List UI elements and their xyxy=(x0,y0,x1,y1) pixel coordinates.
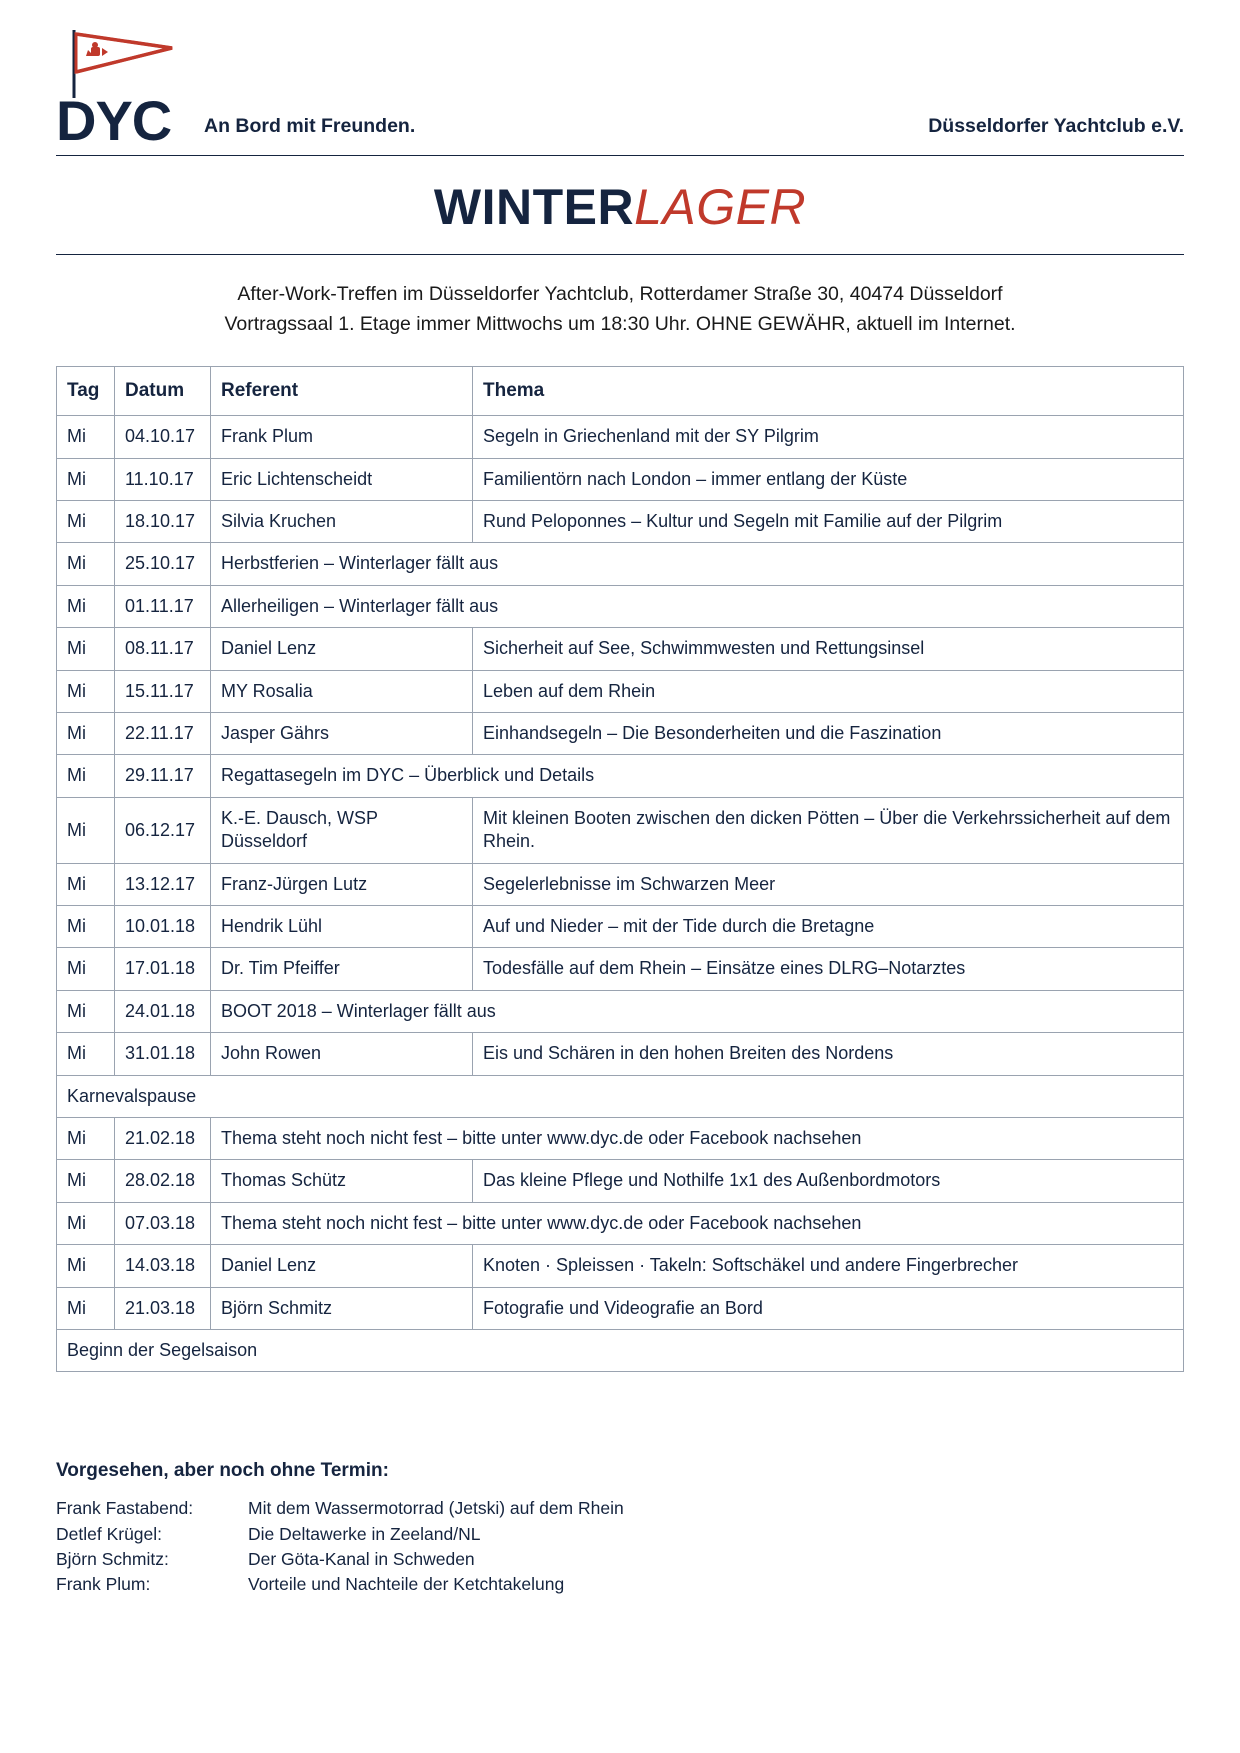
table-row xyxy=(57,543,1184,585)
cell-date: 10.01.18 xyxy=(115,906,211,948)
club-name: Düsseldorfer Yachtclub e.V. xyxy=(928,115,1184,138)
cell-referent: Hendrik Lühl xyxy=(211,906,473,948)
cell-tag: Mi xyxy=(57,628,115,670)
cell-date: 31.01.18 xyxy=(115,1033,211,1075)
cell-referent-thema: Regattasegeln im DYC – Überblick und Details xyxy=(211,755,1184,797)
column-header-thema: Thema xyxy=(473,366,1184,416)
schedule-table xyxy=(56,366,1184,1373)
cell-referent-thema: Thema steht noch nicht fest – bitte unter www.dyc.de oder Facebook nachsehen xyxy=(211,1117,1184,1159)
intro-line-1: After-Work-Treffen im Düsseldorfer Yachtclub, Rotterdamer Straße 30, 40474 Düsseldorf xyxy=(237,283,1003,306)
cell-thema: Einhandsegeln – Die Besonderheiten und die Faszination xyxy=(473,713,1184,755)
cell-tag: Mi xyxy=(57,501,115,543)
planned-entry-name: Frank Fastabend: xyxy=(56,1498,194,1519)
table-row xyxy=(57,670,1184,712)
table-row xyxy=(57,906,1184,948)
planned-entry-desc: Der Göta-Kanal in Schweden xyxy=(248,1549,475,1570)
cell-thema: Das kleine Pflege und Nothilfe 1x1 des Außenbordmotors xyxy=(473,1160,1184,1202)
cell-tag: Mi xyxy=(57,1033,115,1075)
cell-date: 01.11.17 xyxy=(115,585,211,627)
dyc-wordmark: DYC xyxy=(56,89,172,152)
cell-referent: Daniel Lenz xyxy=(211,628,473,670)
table-row xyxy=(57,1160,1184,1202)
cell-thema: Segelerlebnisse im Schwarzen Meer xyxy=(473,863,1184,905)
table-row xyxy=(57,990,1184,1032)
planned-entry xyxy=(56,1572,1184,1597)
planned-entry-desc: Mit dem Wassermotorrad (Jetski) auf dem Rhein xyxy=(248,1498,624,1519)
table-row xyxy=(57,585,1184,627)
cell-date: 17.01.18 xyxy=(115,948,211,990)
cell-date: 21.02.18 xyxy=(115,1117,211,1159)
cell-thema: Rund Peloponnes – Kultur und Segeln mit Familie auf der Pilgrim xyxy=(473,501,1184,543)
cell-tag: Mi xyxy=(57,1160,115,1202)
cell-date: 18.10.17 xyxy=(115,501,211,543)
cell-referent-thema: Allerheiligen – Winterlager fällt aus xyxy=(211,585,1184,627)
table-row xyxy=(57,1245,1184,1287)
header-left-group xyxy=(56,26,416,152)
cell-referent-thema: BOOT 2018 – Winterlager fällt aus xyxy=(211,990,1184,1032)
cell-tag: Mi xyxy=(57,948,115,990)
cell-date: 22.11.17 xyxy=(115,713,211,755)
cell-tag: Mi xyxy=(57,1245,115,1287)
planned-entry-desc: Vorteile und Nachteile der Ketchtakelung xyxy=(248,1574,565,1595)
cell-referent: Thomas Schütz xyxy=(211,1160,473,1202)
table-row xyxy=(57,1117,1184,1159)
cell-date: 25.10.17 xyxy=(115,543,211,585)
table-row xyxy=(57,1287,1184,1329)
planned-list xyxy=(56,1496,1184,1598)
table-row xyxy=(57,628,1184,670)
cell-date: 29.11.17 xyxy=(115,755,211,797)
cell-referent: Jasper Gährs xyxy=(211,713,473,755)
dyc-logo xyxy=(56,26,182,152)
cell-date: 11.10.17 xyxy=(115,458,211,500)
cell-referent: Silvia Kruchen xyxy=(211,501,473,543)
cell-tag: Mi xyxy=(57,1287,115,1329)
cell-tag: Mi xyxy=(57,990,115,1032)
tagline: An Bord mit Freunden. xyxy=(204,115,416,138)
burgee-pennant-icon xyxy=(62,26,182,98)
cell-thema: Segeln in Griechenland mit der SY Pilgrim xyxy=(473,416,1184,458)
cell-tag: Mi xyxy=(57,416,115,458)
cell-thema: Fotografie und Videografie an Bord xyxy=(473,1287,1184,1329)
intro-line-2: Vortragssaal 1. Etage immer Mittwochs um 18:30 Uhr. OHNE GEWÄHR, aktuell im Internet. xyxy=(224,313,1016,336)
cell-tag: Mi xyxy=(57,670,115,712)
title-part-lager: LAGER xyxy=(634,179,807,236)
cell-referent: John Rowen xyxy=(211,1033,473,1075)
cell-thema: Sicherheit auf See, Schwimmwesten und Rettungsinsel xyxy=(473,628,1184,670)
cell-referent: Dr. Tim Pfeiffer xyxy=(211,948,473,990)
cell-date: 15.11.17 xyxy=(115,670,211,712)
cell-referent: Franz-Jürgen Lutz xyxy=(211,863,473,905)
cell-date: 14.03.18 xyxy=(115,1245,211,1287)
cell-date: 24.01.18 xyxy=(115,990,211,1032)
cell-tag: Mi xyxy=(57,906,115,948)
table-row xyxy=(57,1033,1184,1075)
planned-entry xyxy=(56,1496,1184,1521)
cell-referent: Eric Lichtenscheidt xyxy=(211,458,473,500)
cell-date: 08.11.17 xyxy=(115,628,211,670)
planned-entry-name: Detlef Krügel: xyxy=(56,1523,163,1544)
planned-entry xyxy=(56,1522,1184,1547)
table-row xyxy=(57,713,1184,755)
table-row xyxy=(57,797,1184,863)
schedule-body xyxy=(57,416,1184,1372)
cell-referent: Daniel Lenz xyxy=(211,1245,473,1287)
cell-thema: Familientörn nach London – immer entlang der Küste xyxy=(473,458,1184,500)
row-note: Beginn der Segelsaison xyxy=(57,1329,1184,1371)
cell-thema: Auf und Nieder – mit der Tide durch die Bretagne xyxy=(473,906,1184,948)
cell-thema: Eis und Schären in den hohen Breiten des Nordens xyxy=(473,1033,1184,1075)
intro-text xyxy=(56,255,1184,365)
table-header-row xyxy=(57,366,1184,416)
column-header-tag: Tag xyxy=(57,366,115,416)
cell-tag: Mi xyxy=(57,585,115,627)
table-row xyxy=(57,416,1184,458)
column-header-referent: Referent xyxy=(211,366,473,416)
cell-referent: Frank Plum xyxy=(211,416,473,458)
cell-date: 04.10.17 xyxy=(115,416,211,458)
table-row xyxy=(57,1075,1184,1117)
cell-date: 06.12.17 xyxy=(115,797,211,863)
column-header-datum: Datum xyxy=(115,366,211,416)
table-row xyxy=(57,1329,1184,1371)
title-part-winter: WINTER xyxy=(433,179,635,236)
planned-entry-name: Frank Plum: xyxy=(56,1574,151,1595)
cell-referent-thema: Thema steht noch nicht fest – bitte unter www.dyc.de oder Facebook nachsehen xyxy=(211,1202,1184,1244)
table-row xyxy=(57,755,1184,797)
cell-referent: K.-E. Dausch, WSP Düsseldorf xyxy=(211,797,473,863)
cell-tag: Mi xyxy=(57,863,115,905)
page-header xyxy=(56,26,1184,155)
table-row xyxy=(57,1202,1184,1244)
row-note: Karnevalspause xyxy=(57,1075,1184,1117)
cell-tag: Mi xyxy=(57,797,115,863)
cell-tag: Mi xyxy=(57,1202,115,1244)
title-block xyxy=(56,156,1184,254)
table-row xyxy=(57,863,1184,905)
cell-referent: MY Rosalia xyxy=(211,670,473,712)
cell-date: 07.03.18 xyxy=(115,1202,211,1244)
cell-tag: Mi xyxy=(57,755,115,797)
cell-tag: Mi xyxy=(57,543,115,585)
planned-title: Vorgesehen, aber noch ohne Termin: xyxy=(56,1460,389,1482)
planned-entry-desc: Die Deltawerke in Zeeland/NL xyxy=(248,1523,481,1544)
cell-tag: Mi xyxy=(57,1117,115,1159)
cell-referent: Björn Schmitz xyxy=(211,1287,473,1329)
planned-section xyxy=(56,1372,1184,1598)
cell-thema: Knoten · Spleissen · Takeln: Softschäkel und andere Fingerbrecher xyxy=(473,1245,1184,1287)
table-row xyxy=(57,948,1184,990)
cell-referent-thema: Herbstferien – Winterlager fällt aus xyxy=(211,543,1184,585)
cell-tag: Mi xyxy=(57,458,115,500)
planned-entry-name: Björn Schmitz: xyxy=(56,1549,169,1570)
planned-entry xyxy=(56,1547,1184,1572)
cell-thema: Todesfälle auf dem Rhein – Einsätze eines DLRG–Notarztes xyxy=(473,948,1184,990)
cell-date: 13.12.17 xyxy=(115,863,211,905)
table-row xyxy=(57,458,1184,500)
cell-thema: Mit kleinen Booten zwischen den dicken Pötten – Über die Verkehrssicherheit auf dem Rhein. xyxy=(473,797,1184,863)
cell-date: 21.03.18 xyxy=(115,1287,211,1329)
cell-tag: Mi xyxy=(57,713,115,755)
cell-date: 28.02.18 xyxy=(115,1160,211,1202)
cell-thema: Leben auf dem Rhein xyxy=(473,670,1184,712)
table-row xyxy=(57,501,1184,543)
